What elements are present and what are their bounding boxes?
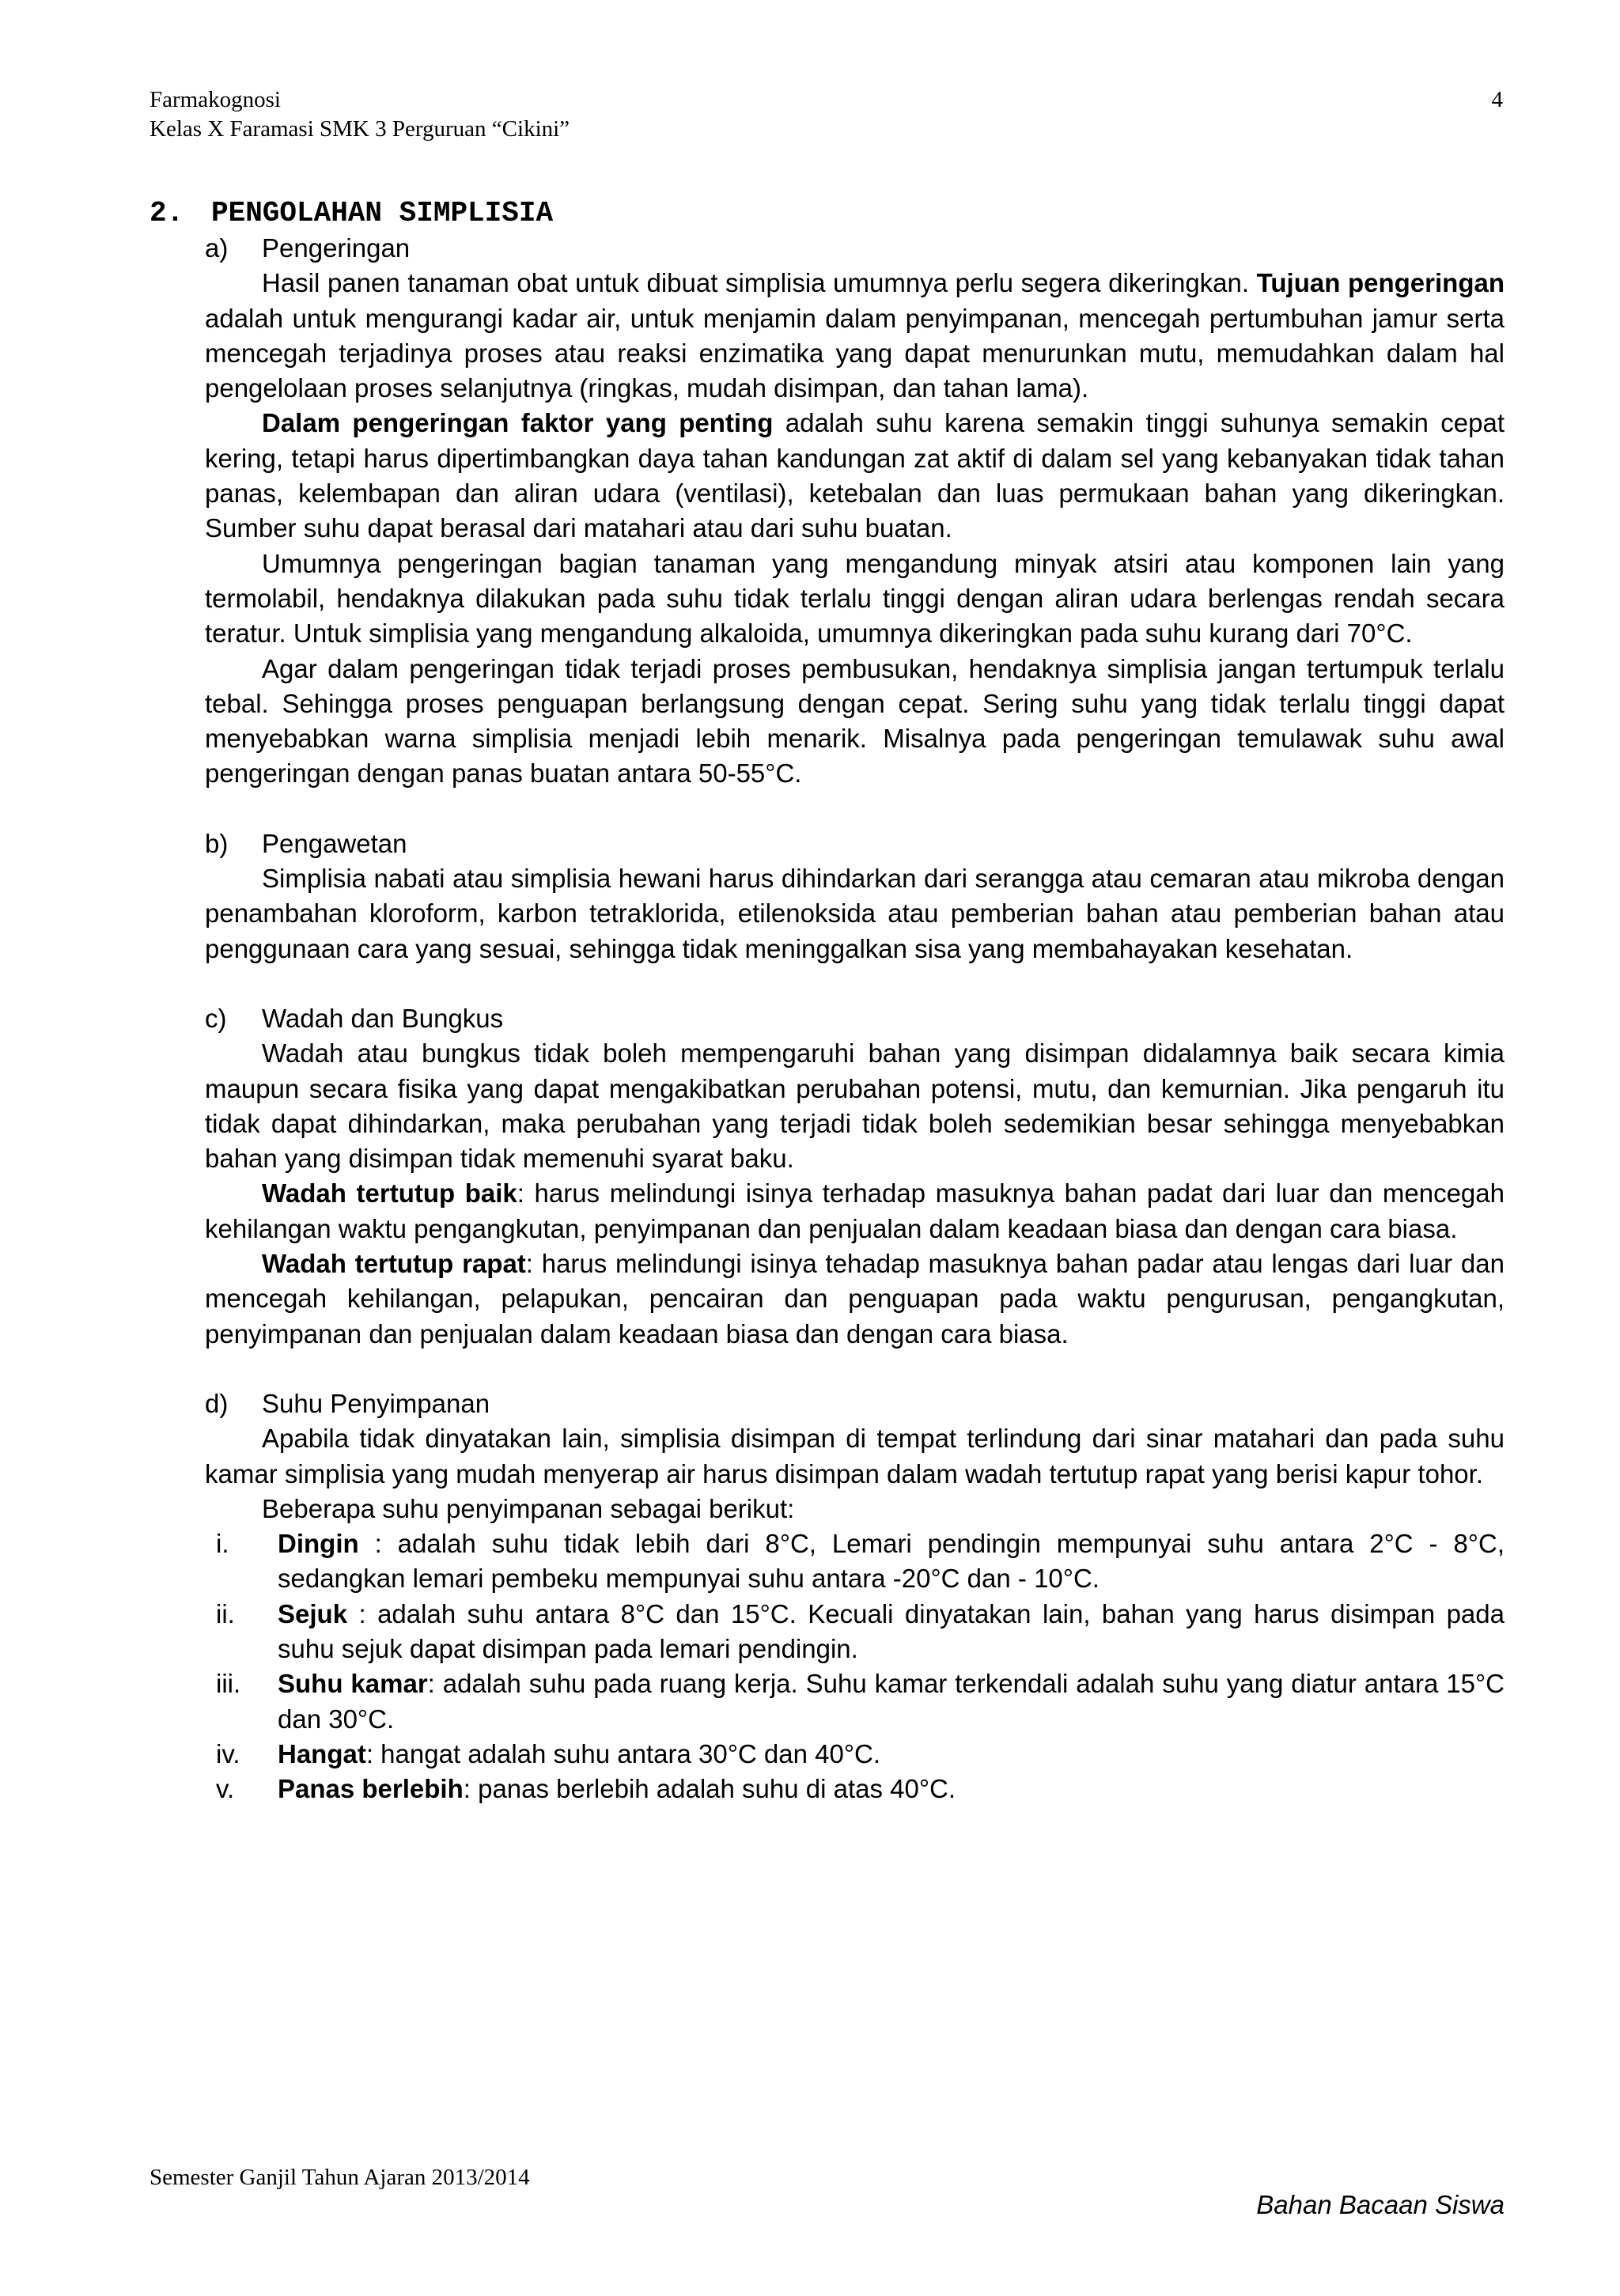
subsection-title: Suhu Penyimpanan: [262, 1388, 490, 1418]
list-item: [205, 1666, 1505, 1737]
document-body: [150, 196, 1505, 1806]
paragraph: Wadah atau bungkus tidak boleh mempengaruhi bahan yang disimpan didalamnya baik secara kimia maupun secara fisika yang dapat mengakibatkan perubahan potensi, mutu, dan kemurnian. Jika pengaruh itu tidak dapat dihindarkan, maka perubahan yang terjadi tidak boleh sedemikian besar sehingga menyebabkan bahan yang disimpan tidak memenuhi syarat baku.: [205, 1038, 1505, 1174]
list-item-number: v.: [216, 1774, 235, 1804]
header-course: Farmakognosi: [150, 87, 281, 112]
paragraph-text: : harus melindungi isinya tehadap masuknya bahan padar atau lengas dari luar dan mencegah kehilangan, pelapukan, pencairan dan penguapan pada waktu pengurusan, pengangkutan, penyimpanan dan penjualan dalam keadaan biasa dan dengan cara biasa.: [205, 1249, 1505, 1348]
list-item-rest: : adalah suhu antara 8°C dan 15°C. Kecuali dinyatakan lain, bahan yang harus disimpan pada suhu sejuk dapat disimpan pada lemari pendingin.: [278, 1598, 1505, 1663]
header-class: Kelas X Faramasi SMK 3 Perguruan “Cikini”: [150, 116, 570, 142]
list-item-number: i.: [216, 1529, 229, 1559]
storage-temperature-list: [205, 1526, 1505, 1806]
footer-note: Bahan Bacaan Siswa: [1256, 2190, 1505, 2219]
bold-term: Hangat: [278, 1738, 366, 1768]
section-number: 2.: [150, 197, 184, 229]
bold-term: Wadah tertutup rapat: [262, 1249, 526, 1279]
list-item-text: [278, 1772, 1505, 1806]
paragraph-text: : harus melindungi isinya terhadap masuknya bahan padat dari luar dan mencegah kehilangan waktu pengangkutan, penyimpanan dan penjualan dalam keadaan biasa dan dengan cara biasa.: [205, 1178, 1505, 1243]
subsection-heading-b: [205, 826, 1505, 861]
list-item-text: [278, 1526, 1505, 1597]
subsection-title: Pengawetan: [262, 828, 407, 858]
list-item: [205, 1737, 1505, 1772]
subsection-title: Pengeringan: [262, 233, 411, 263]
bold-term: Wadah tertutup baik: [262, 1178, 517, 1209]
page-header: [150, 85, 570, 144]
paragraph: [205, 266, 1505, 406]
list-item: [205, 1526, 1505, 1597]
paragraph-text: adalah untuk mengurangi kadar air, untuk menjamin dalam penyimpanan, mencegah pertumbuhan jamur serta mencegah terjadinya proses atau reaksi enzimatika yang dapat menurunkan mutu, memudahkan dalam hal pengelolaan proses selanjutnya (ringkas, mudah disimpan, dan tahan lama).: [205, 303, 1505, 403]
paragraph: Beberapa suhu penyimpanan sebagai berikut:: [262, 1493, 795, 1523]
spacer: [150, 792, 1505, 826]
paragraph: Apabila tidak dinyatakan lain, simplisia disimpan di tempat terlindung dari sinar matahari dan pada suhu kamar simplisia yang mudah menyerap air harus disimpan dalam wadah tertutup rapat yang berisi kapur tohor.: [205, 1424, 1505, 1488]
subsection-c-body: [205, 1036, 1505, 1352]
subsection-b-body: [205, 861, 1505, 966]
subsection-title: Wadah dan Bungkus: [262, 1003, 504, 1033]
list-item-rest: : adalah suhu tidak lebih dari 8°C, Lemari pendingin mempunyai suhu antara 2°C - 8°C, sedangkan lemari pembeku mempunyai suhu antara -20°C dan - 10°C.: [278, 1529, 1505, 1594]
bold-term: Tujuan pengeringan: [1256, 268, 1505, 298]
page-number: 4: [1491, 87, 1503, 112]
section-title: PENGOLAHAN SIMPLISIA: [211, 197, 554, 229]
page-footer: Semester Ganjil Tahun Ajaran 2013/2014: [150, 2165, 530, 2190]
spacer: [150, 1352, 1505, 1386]
list-item-text: [278, 1737, 1505, 1772]
bold-term: Dingin: [278, 1529, 359, 1559]
subsection-a-body: [205, 266, 1505, 791]
paragraph: Simplisia nabati atau simplisia hewani harus dihindarkan dari serangga atau cemaran atau mikroba dengan penambahan kloroform, karbon tetraklorida, etilenoksida atau pemberian bahan atau pemberian bahan atau penggunaan cara yang sesuai, sehingga tidak meninggalkan sisa yang membahayakan kesehatan.: [205, 864, 1505, 963]
paragraph: [205, 1246, 1505, 1352]
list-item: [205, 1772, 1505, 1806]
spacer: [150, 966, 1505, 1001]
list-item-text: [278, 1666, 1505, 1737]
bold-term: Dalam pengeringan faktor yang penting: [262, 408, 774, 438]
list-item-number: ii.: [216, 1598, 235, 1628]
subsection-label: a): [205, 233, 229, 263]
paragraph: Umumnya pengeringan bagian tanaman yang mengandung minyak atsiri atau komponen lain yang termolabil, hendaknya dilakukan pada suhu tidak terlalu tinggi dengan aliran udara berlengas rendah secara teratur. Untuk simplisia yang mengandung alkaloida, umumnya dikeringkan pada suhu kurang dari 70°C.: [205, 548, 1505, 649]
bold-term: Suhu kamar: [278, 1669, 428, 1699]
paragraph-text: Hasil panen tanaman obat untuk dibuat simplisia umumnya perlu segera dikeringkan.: [262, 268, 1250, 298]
subsection-heading-d: [205, 1386, 1505, 1421]
subsection-label: d): [205, 1388, 229, 1418]
list-item-rest: : hangat adalah suhu antara 30°C dan 40°C.: [365, 1738, 881, 1768]
paragraph: [205, 406, 1505, 546]
list-item-number: iii.: [216, 1669, 241, 1699]
section-heading: [150, 196, 1505, 231]
subsection-heading-c: [205, 1001, 1505, 1036]
paragraph: Agar dalam pengeringan tidak terjadi proses pembusukan, hendaknya simplisia jangan tertumpuk terlalu tebal. Sehingga proses penguapan berlangsung dengan cepat. Sering suhu yang tidak terlalu tinggi dapat menyebabkan warna simplisia menjadi lebih menarik. Misalnya pada pengeringan temulawak suhu awal pengeringan dengan panas buatan antara 50-55°C.: [205, 653, 1505, 789]
subsection-d-body: [205, 1421, 1505, 1526]
paragraph-text: adalah suhu karena semakin tinggi suhunya semakin cepat kering, tetapi harus dipertimbangkan daya tahan kandungan zat aktif di dalam sel yang kebanyakan tidak tahan panas, kelembapan dan aliran udara (ventilasi), ketebalan dan luas permukaan bahan yang dikeringkan. Sumber suhu dapat berasal dari matahari atau dari suhu buatan.: [205, 408, 1505, 543]
bold-term: Panas berlebih: [278, 1774, 464, 1804]
subsection-heading-a: [205, 231, 1505, 266]
list-item-number: iv.: [216, 1738, 240, 1768]
list-item-rest: : panas berlebih adalah suhu di atas 40°C.: [463, 1774, 956, 1804]
subsection-label: b): [205, 828, 229, 858]
paragraph: [205, 1176, 1505, 1246]
list-item: [205, 1597, 1505, 1667]
bold-term: Sejuk: [278, 1598, 348, 1628]
list-item-text: [278, 1597, 1505, 1667]
subsection-label: c): [205, 1003, 227, 1033]
list-item-rest: : adalah suhu pada ruang kerja. Suhu kamar terkendali adalah suhu yang diatur antara 15°C dan 30°C.: [278, 1669, 1505, 1734]
